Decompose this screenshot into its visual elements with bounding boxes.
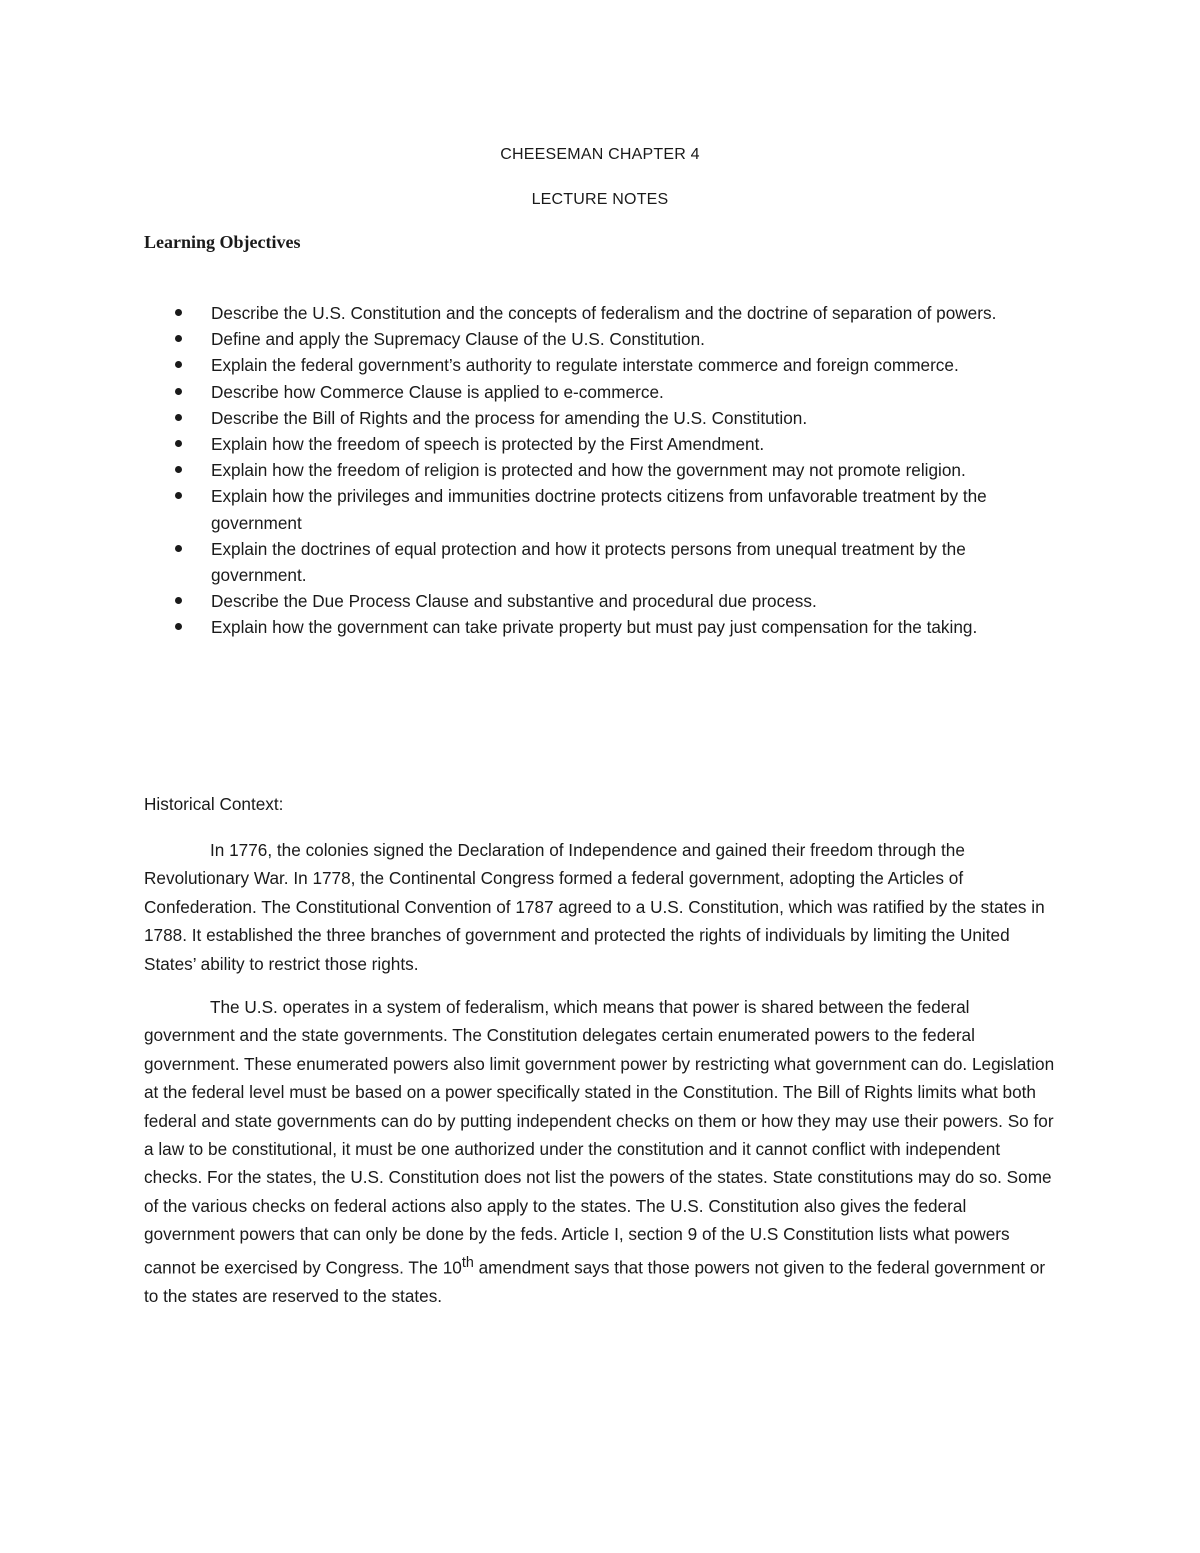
list-item xyxy=(144,614,1064,640)
bullet-icon xyxy=(175,466,182,473)
document-title: CHEESEMAN CHAPTER 4 xyxy=(500,146,700,163)
bullet-icon xyxy=(175,440,182,447)
list-item xyxy=(144,379,1064,405)
list-item-text: Describe the U.S. Constitution and the concepts of federalism and the doctrine of separation of powers. xyxy=(211,303,997,323)
historical-paragraph-1: In 1776, the colonies signed the Declaration of Independence and gained their freedom through the Revolutionary War. In 1778, the Continental Congress formed a federal government, adopting the Articles of Confederation. The Constitutional Convention of 1787 agreed to a U.S. Constitution, which was ratified by the states in 1788. It established the three branches of government and protected the rights of individuals by limiting the United States’ ability to restrict those rights. xyxy=(144,840,1045,974)
paragraph-2-text-start: The U.S. operates in a system of federalism, which means that power is shared between the federal government and the state governments. The Constitution delegates certain enumerated powers to the federal government. These enumerated powers also limit government power by restricting what government can do. Legislation at the federal level must be based on a power specifically stated in the Constitution. The Bill of Rights limits what both federal and state governments can do by putting independent checks on them or how they may use their powers. So for a law to be constitutional, it must be one authorized under the constitution and it cannot conflict with independent checks. For the states, the U.S. Constitution does not list the powers of the states. State constitutions may do so. Some of the various checks on federal actions also apply to the states. The U.S. Constitution also gives the federal government powers that can only be done by the feds. Article I, section 9 of the U.S Constitution lists what powers cannot be exercised by Congress. The 10 xyxy=(144,997,1055,1278)
list-item xyxy=(144,405,1064,431)
list-item-text: Explain the federal government’s authority to regulate interstate commerce and foreign commerce. xyxy=(211,355,959,376)
list-item-text: Describe the Due Process Clause and substantive and procedural due process. xyxy=(211,591,817,612)
list-item xyxy=(144,352,1064,378)
list-item xyxy=(144,483,1064,535)
ordinal-superscript: th xyxy=(461,1254,474,1271)
list-item xyxy=(144,536,1064,588)
bullet-icon xyxy=(175,335,182,342)
historical-paragraph-2 xyxy=(144,993,1056,1310)
bullet-icon xyxy=(175,597,182,604)
bullet-icon xyxy=(175,361,182,368)
list-item-text: Describe the Bill of Rights and the process for amending the U.S. Constitution. xyxy=(211,407,808,428)
bullet-icon xyxy=(175,492,182,499)
list-item xyxy=(144,588,1064,614)
list-item xyxy=(144,300,1064,326)
bullet-icon xyxy=(175,388,182,395)
document-subtitle: LECTURE NOTES xyxy=(531,191,669,208)
list-item xyxy=(144,431,1064,457)
list-item xyxy=(144,457,1064,483)
bullet-icon xyxy=(175,309,182,316)
historical-context-heading: Historical Context: xyxy=(144,794,284,814)
bullet-icon xyxy=(175,414,182,421)
list-item-text: Explain how the privileges and immunities doctrine protects citizens from unfavorable treatment by the government xyxy=(211,486,987,533)
list-item-text: Define and apply the Supremacy Clause of the U.S. Constitution. xyxy=(211,329,705,350)
bullet-icon xyxy=(175,623,182,630)
learning-objectives-list xyxy=(144,300,1064,641)
list-item-text: Explain how the freedom of religion is protected and how the government may not promote religion. xyxy=(211,460,966,481)
bullet-icon xyxy=(175,545,182,552)
list-item-text: Describe how Commerce Clause is applied to e-commerce. xyxy=(211,381,664,402)
list-item-text: Explain how the government can take private property but must pay just compensation for the taking. xyxy=(211,617,978,638)
learning-objectives-heading: Learning Objectives xyxy=(144,232,301,252)
list-item-text: Explain how the freedom of speech is protected by the First Amendment. xyxy=(211,434,765,455)
list-item-text: Explain the doctrines of equal protection and how it protects persons from unequal treatment by the government. xyxy=(211,538,966,586)
paragraph-2-text-end: amendment says that those powers not given to the federal government or to the states are reserved to the states. xyxy=(144,1257,1046,1306)
list-item xyxy=(144,326,1064,352)
